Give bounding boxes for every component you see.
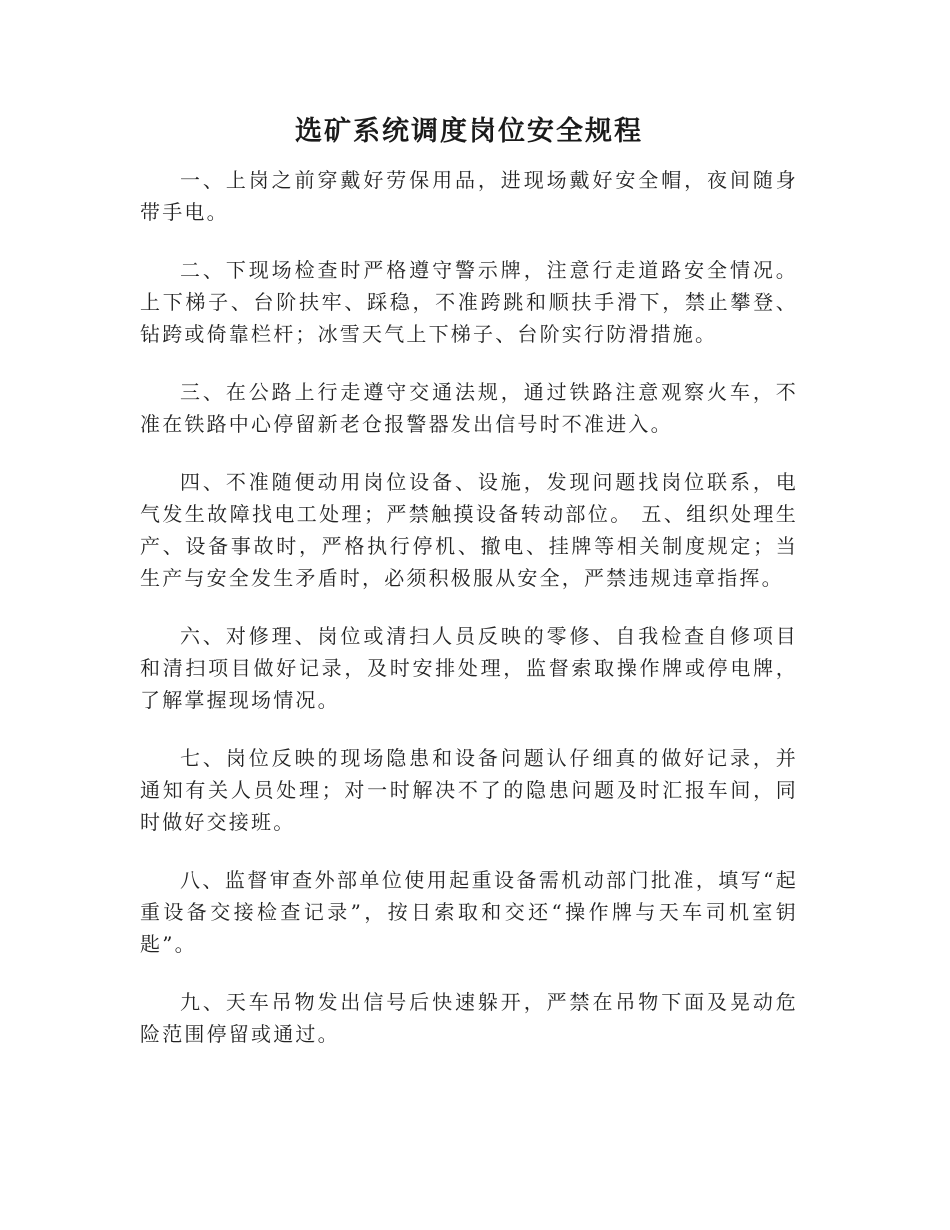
rule-paragraph-8: 八、监督审查外部单位使用起重设备需机动部门批准，填写“起重设备交接检查记录”，按日索取和交还“操作牌与天车司机室钥匙”。	[140, 868, 798, 956]
document-title: 选矿系统调度岗位安全规程	[295, 116, 643, 147]
rule-paragraph-4: 四、不准随便动用岗位设备、设施，发现问题找岗位联系，电气发生故障找电工处理；严禁触摸设备转动部位。 五、组织处理生产、设备事故时，严格执行停机、撤电、挂牌等相关制度规定；当生产与安全发生矛盾时，必须积极服从安全，严禁违规违章指挥。	[140, 470, 798, 590]
document-page	[140, 112, 798, 1076]
rule-paragraph-2: 二、下现场检查时严格遵守警示牌，注意行走道路安全情况。上下梯子、台阶扶牢、踩稳，不准跨跳和顺扶手滑下，禁止攀登、钻跨或倚靠栏杆；冰雪天气上下梯子、台阶实行防滑措施。	[140, 258, 798, 346]
rule-paragraph-1: 一、上岗之前穿戴好劳保用品，进现场戴好安全帽，夜间随身带手电。	[140, 168, 798, 224]
rule-paragraph-3: 三、在公路上行走遵守交通法规，通过铁路注意观察火车，不准在铁路中心停留新老仓报警器发出信号时不准进入。	[140, 380, 798, 436]
rule-paragraph-7: 七、岗位反映的现场隐患和设备问题认仔细真的做好记录，并通知有关人员处理；对一时解决不了的隐患问题及时汇报车间，同时做好交接班。	[140, 746, 798, 834]
rule-paragraph-9: 九、天车吊物发出信号后快速躲开，严禁在吊物下面及晃动危险范围停留或通过。	[140, 990, 798, 1046]
rule-paragraph-6: 六、对修理、岗位或清扫人员反映的零修、自我检查自修项目和清扫项目做好记录，及时安排处理，监督索取操作牌或停电牌，了解掌握现场情况。	[140, 624, 798, 712]
